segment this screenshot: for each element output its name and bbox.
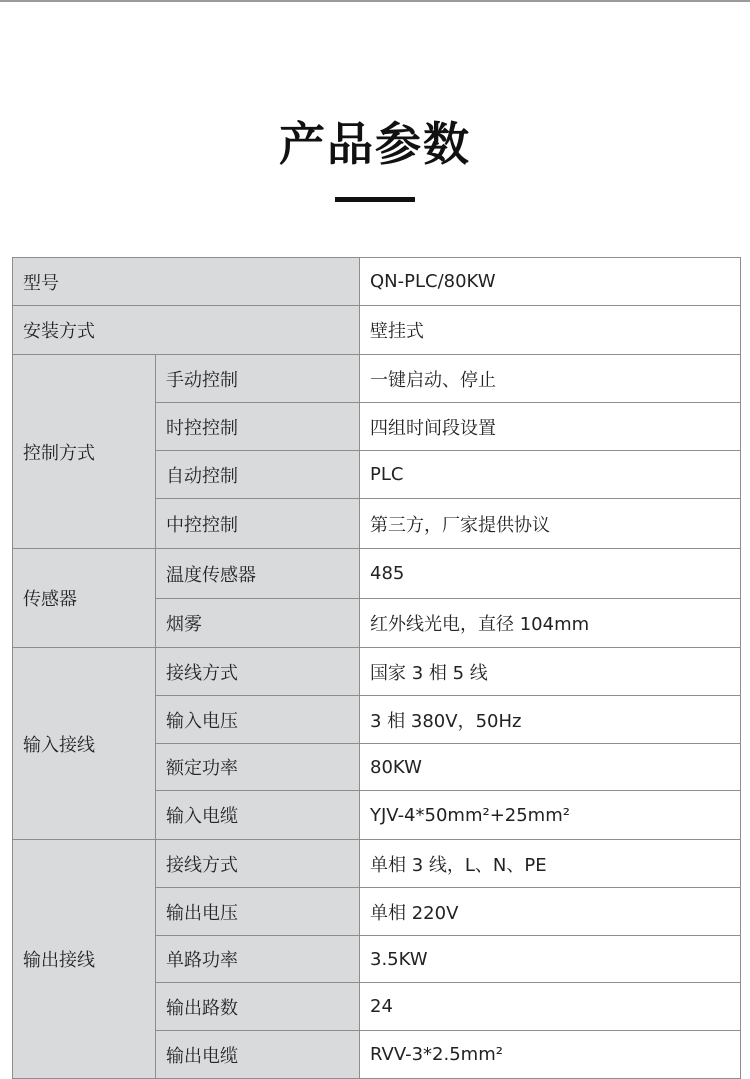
spec-sub-label: 中控控制 (156, 499, 360, 549)
spec-sub-label: 接线方式 (156, 648, 360, 696)
spec-value: 单相 3 线，L、N、PE (360, 840, 741, 888)
spec-sub-label: 输出电压 (156, 888, 360, 936)
title-underline (335, 197, 415, 202)
spec-sub-label: 温度传感器 (156, 549, 360, 599)
spec-value: 红外线光电，直径 104mm (360, 599, 741, 648)
spec-sub-label: 时控控制 (156, 403, 360, 451)
spec-value: 一键启动、停止 (360, 355, 741, 403)
spec-sub-label: 手动控制 (156, 355, 360, 403)
spec-value: 3 相 380V，50Hz (360, 696, 741, 744)
spec-value: RVV-3*2.5mm² (360, 1031, 741, 1079)
spec-value: 3.5KW (360, 936, 741, 983)
spec-sub-label: 接线方式 (156, 840, 360, 888)
spec-value: 80KW (360, 744, 741, 791)
spec-sub-label: 烟雾 (156, 599, 360, 648)
table-row (13, 306, 741, 355)
spec-label: 安装方式 (13, 306, 360, 355)
spec-sub-label: 输入电压 (156, 696, 360, 744)
spec-value: 四组时间段设置 (360, 403, 741, 451)
spec-value: 单相 220V (360, 888, 741, 936)
spec-value: PLC (360, 451, 741, 499)
spec-sub-label: 输出电缆 (156, 1031, 360, 1079)
page-title: 产品参数 (279, 117, 471, 171)
spec-group-label: 控制方式 (13, 355, 156, 549)
spec-value: 国家 3 相 5 线 (360, 648, 741, 696)
spec-value: 24 (360, 983, 741, 1031)
spec-sub-label: 输入电缆 (156, 791, 360, 840)
top-divider (0, 0, 750, 2)
spec-sub-label: 输出路数 (156, 983, 360, 1031)
table-row (13, 549, 741, 599)
spec-value: YJV-4*50mm²+25mm² (360, 791, 741, 840)
spec-value: 第三方，厂家提供协议 (360, 499, 741, 549)
table-row (13, 840, 741, 888)
table-row (13, 355, 741, 403)
spec-value: QN-PLC/80KW (360, 258, 741, 306)
spec-value: 壁挂式 (360, 306, 741, 355)
table-row (13, 648, 741, 696)
spec-table (12, 257, 741, 1079)
spec-group-label: 输入接线 (13, 648, 156, 840)
spec-sub-label: 自动控制 (156, 451, 360, 499)
spec-group-label: 输出接线 (13, 840, 156, 1079)
table-row (13, 258, 741, 306)
spec-group-label: 传感器 (13, 549, 156, 648)
spec-value: 485 (360, 549, 741, 599)
spec-sub-label: 额定功率 (156, 744, 360, 791)
spec-sub-label: 单路功率 (156, 936, 360, 983)
spec-label: 型号 (13, 258, 360, 306)
